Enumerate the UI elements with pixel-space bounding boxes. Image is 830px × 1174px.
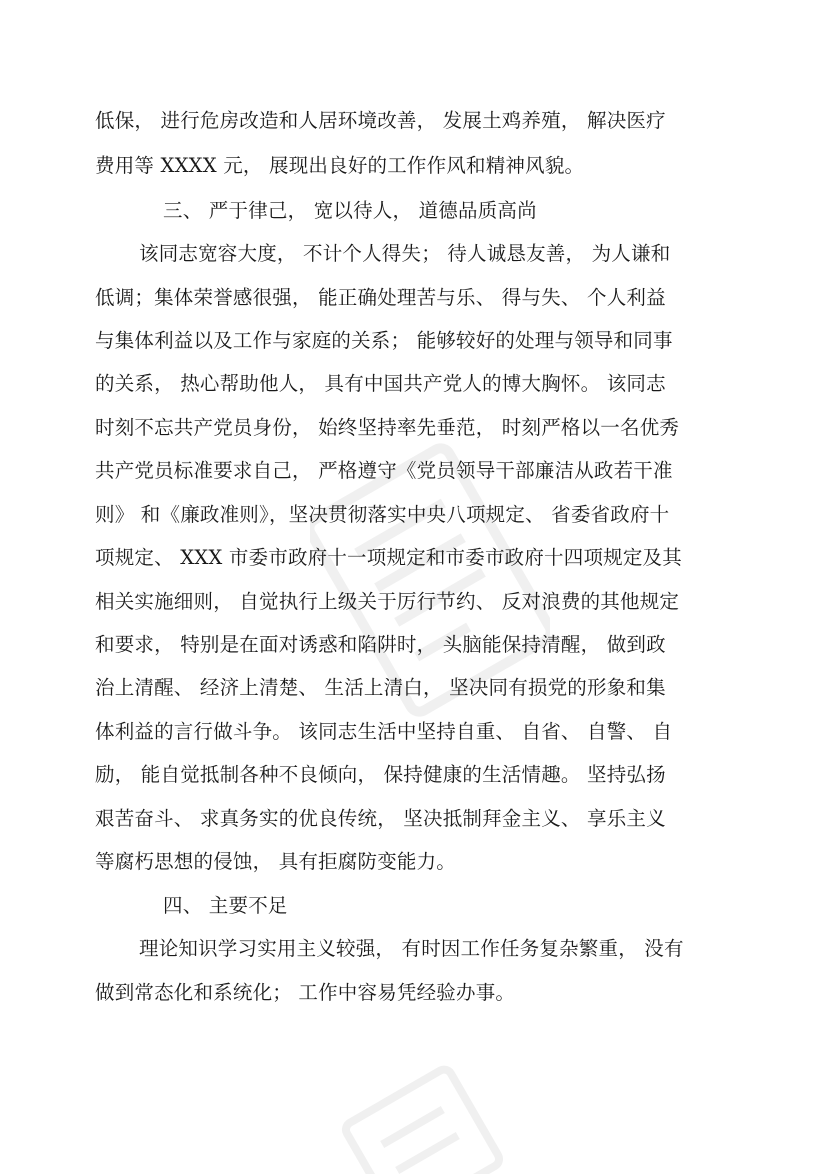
text-line-18: 等腐朽思想的侵蚀， 具有拒腐防变能力。 bbox=[95, 850, 456, 873]
text-line-10: 则》 和《廉政准则》，坚决贯彻落实中央八项规定、 省委省政府十 bbox=[95, 503, 670, 526]
watermark-logo-bottom bbox=[330, 1060, 510, 1174]
text-line-12: 相关实施细则， 自觉执行上级关于厉行节约、 反对浪费的其他规定 bbox=[95, 590, 680, 613]
text-line-17: 艰苦奋斗、 求真务实的优良传统， 坚决抵制拜金主义、 享乐主义 bbox=[95, 807, 666, 830]
text-line-9: 共产党员标准要求自己， 严格遵守《党员领导干部廉洁从政若干准 bbox=[95, 459, 673, 482]
text-line-11: 项规定、 XXX 市委市政府十一项规定和市委市政府十四项规定及其 bbox=[95, 546, 682, 569]
text-line-2: 费用等 XXXX 元， 展现出良好的工作作风和精神风貌。 bbox=[95, 154, 585, 177]
text-line-20: 理论知识学习实用主义较强， 有时因工作任务复杂繁重， 没有 bbox=[139, 937, 684, 960]
text-line-5: 低调；集体荣誉感很强， 能正确处理苦与乐、 得与失、 个人利益 bbox=[95, 286, 666, 309]
section-heading-3: 三、 严于律己， 宽以待人， 道德品质高尚 bbox=[163, 199, 537, 222]
text-line-13: 和要求， 特别是在面对诱惑和陷阱时， 头脑能保持清醒， 做到政 bbox=[95, 633, 666, 656]
text-line-4: 该同志宽容大度， 不计个人得失； 待人诚恳友善， 为人谦和 bbox=[139, 242, 671, 265]
text-line-6: 与集体利益以及工作与家庭的关系； 能够较好的处理与领导和同事 bbox=[95, 329, 673, 352]
text-line-8: 时刻不忘共产党员身份， 始终坚持率先垂范， 时刻严格以一名优秀 bbox=[95, 416, 680, 439]
text-line-14: 治上清醒、 经济上清楚、 生活上清白， 坚决同有损党的形象和集 bbox=[95, 676, 666, 699]
text-line-7: 的关系， 热心帮助他人， 具有中国共产党人的博大胸怀。 该同志 bbox=[95, 372, 666, 395]
text-line-16: 励， 能自觉抵制各种不良倾向， 保持健康的生活情趣。 坚持弘扬 bbox=[95, 763, 666, 786]
text-line-1: 低保， 进行危房改造和人居环境改善， 发展土鸡养殖， 解决医疗 bbox=[95, 109, 666, 132]
text-line-15: 体利益的言行做斗争。 该同志生活中坚持自重、 自省、 自警、 自 bbox=[95, 720, 673, 743]
section-heading-4: 四、 主要不足 bbox=[163, 894, 288, 917]
text-line-21: 做到常态化和系统化； 工作中容易凭经验办事。 bbox=[95, 981, 516, 1004]
